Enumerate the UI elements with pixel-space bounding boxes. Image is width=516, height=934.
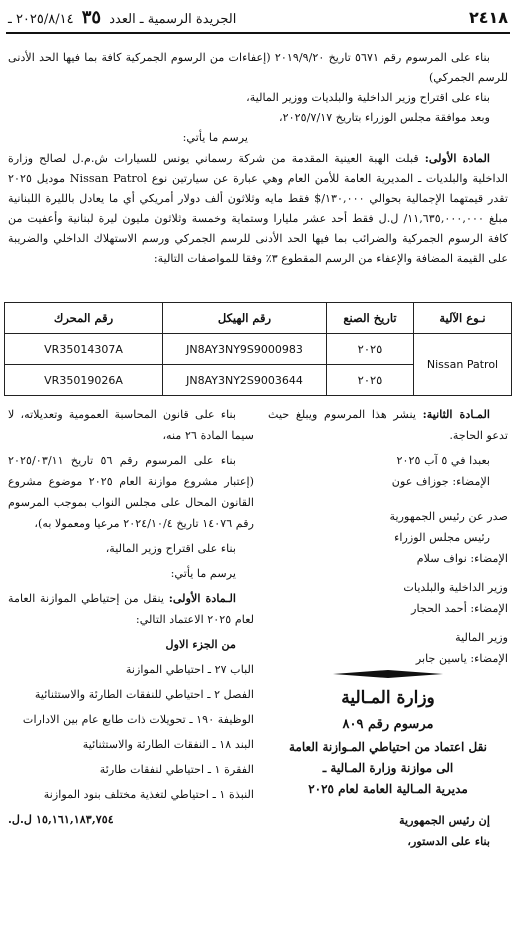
left-preamble-1: بناء على قانون المحاسبة العمومية وتعديلاته، لا سيما المادة ٢٦ منه،	[8, 408, 254, 442]
article-2-title: المـادة الثانية:	[422, 407, 491, 421]
sign-date: بعبدا في ٥ آب ٢٠٢٥	[396, 454, 490, 467]
preamble-1: بناء على المرسوم رقم ٥٦٧١ تاريخ ٢٠١٩/٩/٢٠ (إعفاءات من الرسوم الجمركية كافة بما فيها الحد الأدنى للرسم الجمركي)	[8, 51, 508, 84]
article-1	[8, 148, 508, 269]
chassis-cell: JN8AY3NY2S9003644	[163, 365, 327, 396]
article-1-title: المادة الأولى:	[424, 151, 491, 165]
vehicle-type-cell: Nissan Patrol	[414, 334, 512, 396]
header-rule	[6, 32, 510, 34]
issue-number: ٣٥	[81, 6, 102, 28]
signature-interior: الإمضاء: أحمد الحجار	[411, 602, 508, 615]
president-line: إن رئيس الجمهورية	[399, 813, 490, 827]
table-row	[5, 334, 512, 365]
list-item: الفصل ٢ ـ احتياطي للنفقات الطارئة والاستثنائية	[34, 688, 254, 701]
left-decree-formula: يرسم ما يأتي:	[170, 567, 236, 580]
col-header-type: نـوع الآلية	[414, 303, 512, 334]
list-item: الوظيفة ١٩٠ ـ تحويلات ذات طابع عام بين الادارات	[22, 713, 254, 726]
issue-date: ٢٠٢٥/٨/١٤ ـ	[8, 11, 74, 27]
budget-part: من الجزء الاول	[165, 637, 236, 651]
left-preamble-3: بناء على اقتراح وزير المالية،	[105, 542, 236, 555]
engine-cell: VR35014307A	[5, 334, 163, 365]
amount: ١٥,١٦١,١٨٣,٧٥٤ ل.ل.	[8, 812, 114, 826]
pm-title: رئيس مجلس الوزراء	[394, 531, 490, 544]
table-header-row	[5, 303, 512, 334]
preamble-3: وبعد موافقة مجلس الوزراء بتاريخ ٢٠٢٥/٧/١٧،	[279, 111, 490, 124]
signature-finance: الإمضاء: ياسين جابر	[415, 652, 508, 665]
vehicle-table	[4, 302, 512, 396]
article-2-body: ينشر هذا المرسوم ويبلغ حيث تدعو الحاجة.	[268, 408, 508, 442]
col-header-engine: رقم المحرك	[5, 303, 163, 334]
gazette-name: الجريدة الرسمية ـ العدد	[109, 11, 237, 27]
chassis-cell: JN8AY3NY9S9000983	[163, 334, 327, 365]
preamble-2: بناء على اقتراح وزير الداخلية والبلديات ووزير المالية،	[246, 91, 490, 104]
signature-president: الإمضاء: جوزاف عون	[391, 475, 490, 488]
col-header-chassis: رقم الهيكل	[163, 303, 327, 334]
article-2	[268, 404, 508, 446]
top-section	[8, 48, 508, 269]
gazette-title	[8, 7, 469, 28]
decree-formula: يرسم ما يأتي:	[182, 131, 248, 144]
col-header-year: تاريخ الصنع	[327, 303, 414, 334]
right-column	[268, 404, 508, 852]
page-number: ٢٤١٨	[468, 7, 508, 27]
decree-subject-2: الى موازنة وزارة المـالية ـ	[322, 761, 454, 775]
engine-cell: VR35019026A	[5, 365, 163, 396]
section-divider	[333, 669, 443, 679]
article-1-body: قبلت الهبة العينية المقدمة من شركة رسماني يونس للسيارات ش.م.ل لصالح وزارة الداخلية والبلديات ـ المديرية العامة للأمن العام وهي عبارة عن سيارتين نوع Nissan Patrol موديل ٢٠٢٥ تقدر قيمتهما الإجمالية بحوالي ١٣٠,٠٠٠/$ فقط مايه وثلاثون ألف دولار أمريكي أي ما يعادل بالليرة اللبنانية مبلغ ١١,٦٣٥,٠٠٠,٠٠٠/ ل.ل فقط أحد عشر مليارا وستماية وخمسة وثلاثون مليون ليرة لبنانية وأعفيت من كافة الرسوم الجمركية والضرائب بما فيها الحد الأدنى للرسم الجمركي ورسم الاستهلاك الداخلي والضريبة على القيمة المضافة والإعفاء من الرسم المقطوع ٣٪ وفقا للمواصفات التالية:	[8, 152, 509, 265]
list-item: الفقرة ١ ـ احتياطي لنفقات طارئة	[99, 763, 254, 776]
decree-subject-1: نقل اعتماد من احتياطي المـوازنة العامة	[288, 740, 488, 754]
constitution-line: بناء على الدستور،	[407, 834, 490, 848]
page-header	[8, 6, 508, 28]
year-cell: ٢٠٢٥	[327, 334, 414, 365]
left-article-1	[8, 588, 254, 630]
ministry-heading: وزارة المـالية	[341, 688, 435, 708]
decree-number: مرسوم رقم ٨٠٩	[342, 717, 434, 732]
list-item: الباب ٢٧ ـ احتياطي الموازنة	[125, 663, 254, 676]
left-preamble-2: بناء على المرسوم رقم ٥٦ تاريخ ٢٠٢٥/٠٣/١١ (إعتبار مشروع موازنة العام ٢٠٢٥ موضوع مشروع القانون المحال على مجلس النواب بموجب المرسوم رقم ١٤٠٧٦ تاريخ ٢٠٢٤/١٠/٤ مرعيا ومعمولا به)،	[8, 454, 255, 530]
interior-minister-title: وزير الداخلية والبلديات	[403, 581, 508, 594]
left-column	[8, 404, 254, 830]
issued-by: صدر عن رئيس الجمهورية	[389, 510, 508, 523]
list-item: النبذة ١ ـ احتياطي لتغذية مختلف بنود الموازنة	[43, 788, 254, 801]
decree-subject-3: مديرية المـالية العامة لعام ٢٠٢٥	[308, 782, 468, 796]
left-article-1-title: الـمادة الأولى:	[168, 591, 236, 605]
list-item: البند ١٨ ـ النفقات الطارئة والاستثنائية	[82, 738, 254, 751]
signature-pm: الإمضاء: نواف سلام	[416, 552, 508, 565]
finance-minister-title: وزير المالية	[455, 631, 508, 644]
year-cell: ٢٠٢٥	[327, 365, 414, 396]
left-article-1-body: ينقل من إحتياطي الموازنة العامة لعام ٢٠٢٥ الاعتماد التالي:	[8, 592, 254, 626]
